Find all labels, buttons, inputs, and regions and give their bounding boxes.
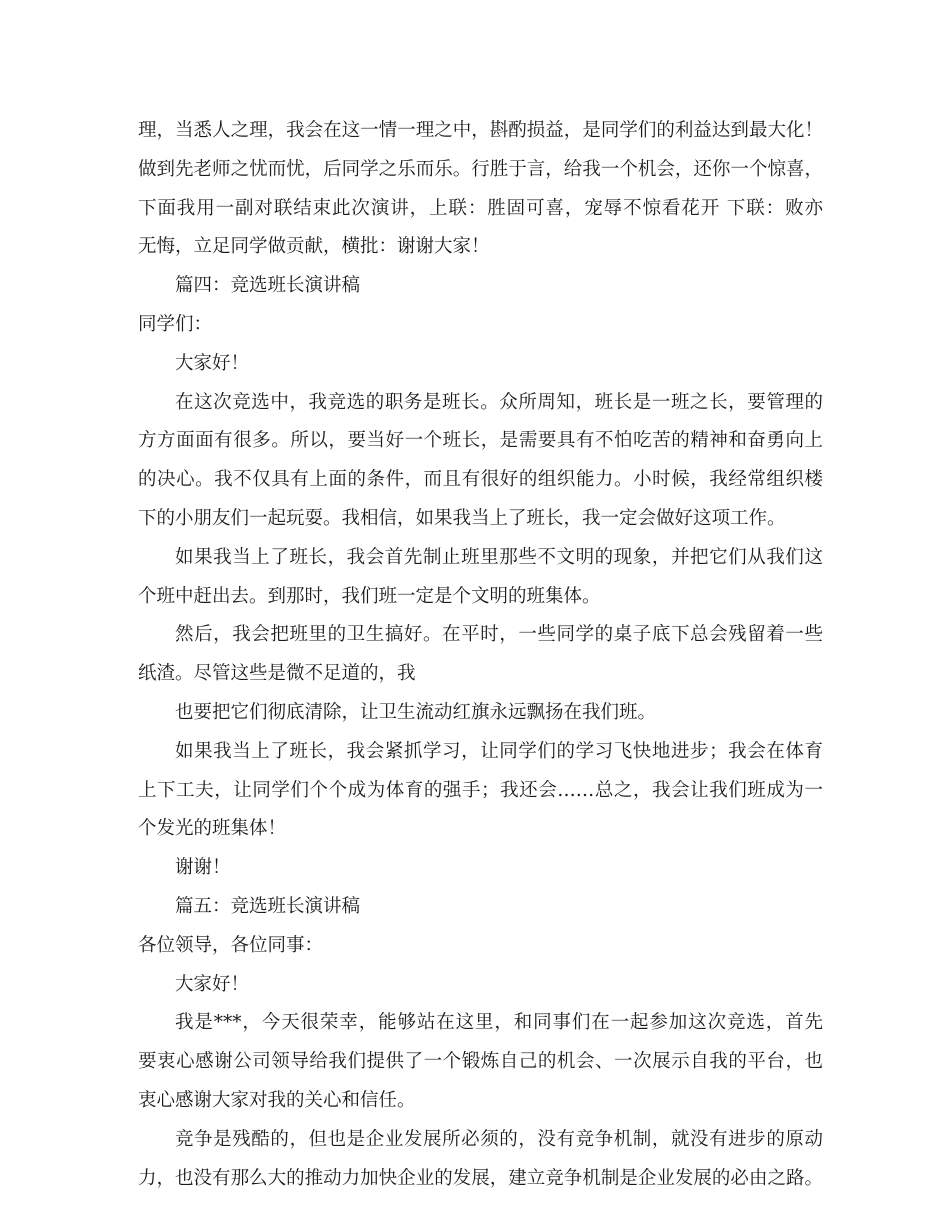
text-line: 衷心感谢大家对我的关心和信任。 bbox=[138, 1089, 416, 1111]
salutation: 同学们： bbox=[138, 313, 213, 335]
text-line: 也要把它们彻底清除，让卫生流动红旗永远飘扬在我们班。 bbox=[175, 701, 657, 723]
text-line: 我是***，今天很荣幸，能够站在这里，和同事们在一起参加这次竞选，首先 bbox=[175, 1012, 823, 1034]
section-heading: 篇五：竞选班长演讲稿 bbox=[175, 895, 361, 917]
text-line: 如果我当上了班长，我会首先制止班里那些不文明的现象，并把它们从我们这 bbox=[175, 546, 823, 568]
text-line: 个班中赶出去。到那时，我们班一定是个文明的班集体。 bbox=[138, 585, 601, 607]
text-line: 个发光的班集体！ bbox=[138, 818, 287, 840]
text-line: 上下工夫，让同学们个个成为体育的强手；我还会……总之，我会让我们班成为一 bbox=[138, 779, 823, 801]
greeting: 大家好！ bbox=[175, 352, 250, 374]
text-line: 方方面面有很多。所以，要当好一个班长，是需要具有不怕吃苦的精神和奋勇向上 bbox=[138, 430, 823, 452]
text-line: 做到先老师之忧而忧，后同学之乐而乐。行胜于言，给我一个机会，还你一个惊喜， bbox=[138, 158, 823, 180]
text-line: 力，也没有那么大的推动力加快企业的发展，建立竞争机制是企业发展的必由之路。 bbox=[138, 1167, 823, 1189]
text-line: 无悔，立足同学做贡献，横批：谢谢大家！ bbox=[138, 236, 490, 258]
text-line: 下面我用一副对联结束此次演讲，上联：胜固可喜，宠辱不惊看花开 下联：败亦 bbox=[138, 197, 823, 219]
section-heading: 篇四：竞选班长演讲稿 bbox=[175, 275, 361, 297]
text-line: 在这次竞选中，我竞选的职务是班长。众所周知，班长是一班之长，要管理的 bbox=[175, 391, 823, 413]
document-body bbox=[138, 112, 823, 1198]
greeting: 大家好！ bbox=[175, 973, 250, 995]
text-line: 理，当悉人之理，我会在这一情一理之中，斟酌损益，是同学们的利益达到最大化！ bbox=[138, 120, 823, 141]
text-line: 的决心。我不仅具有上面的条件，而且有很好的组织能力。小时候，我经常组织楼 bbox=[138, 469, 823, 491]
salutation: 各位领导，各位同事： bbox=[138, 934, 324, 956]
text-line: 纸渣。尽管这些是微不足道的，我 bbox=[138, 663, 416, 685]
text-line: 如果我当上了班长，我会紧抓学习，让同学们的学习飞快地进步；我会在体育 bbox=[175, 740, 823, 762]
text-line: 然后，我会把班里的卫生搞好。在平时，一些同学的桌子底下总会残留着一些 bbox=[175, 624, 823, 646]
text-line: 下的小朋友们一起玩耍。我相信，如果我当上了班长，我一定会做好这项工作。 bbox=[138, 507, 786, 529]
text-line: 竞争是残酷的，但也是企业发展所必须的，没有竞争机制，就没有进步的原动 bbox=[175, 1128, 823, 1150]
closing: 谢谢！ bbox=[175, 857, 231, 879]
text-line: 要衷心感谢公司领导给我们提供了一个锻炼自己的机会、一次展示自我的平台，也 bbox=[138, 1051, 823, 1073]
